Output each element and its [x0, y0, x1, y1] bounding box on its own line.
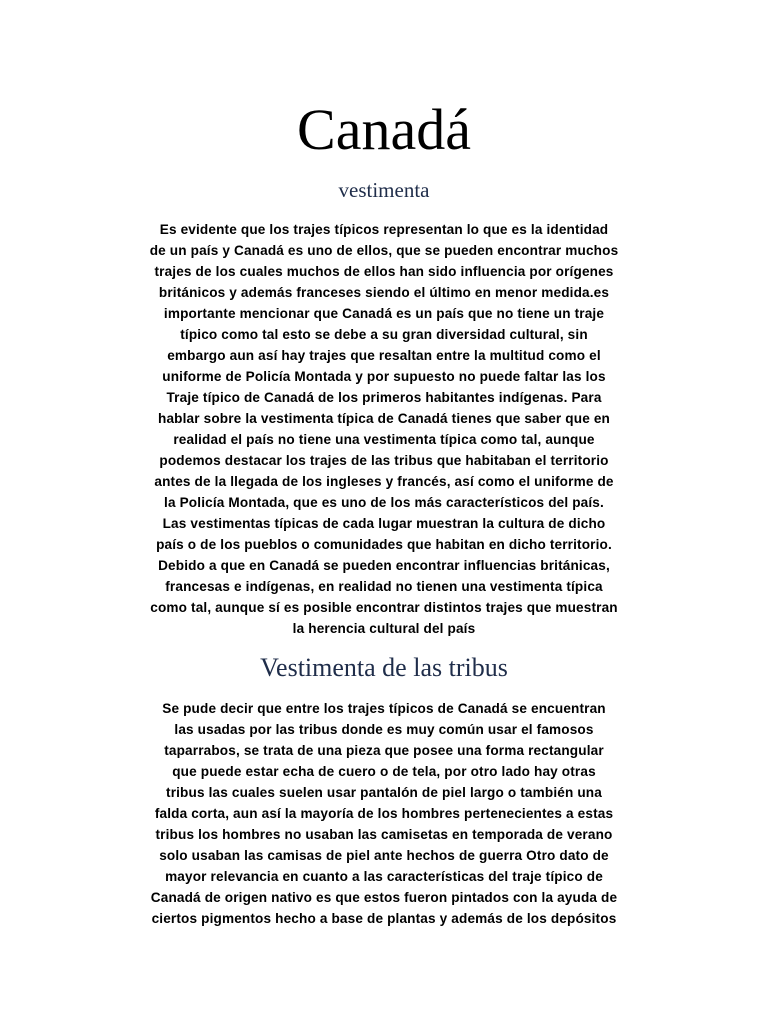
paragraph-line: uniforme de Policía Montada y por supuesto no puede faltar las los	[162, 369, 606, 384]
paragraph-line: típico como tal esto se debe a su gran diversidad cultural, sin	[180, 327, 588, 342]
paragraph-line: como tal, aunque sí es posible encontrar distintos trajes que muestran	[150, 600, 618, 615]
paragraph-line: país o de los pueblos o comunidades que habitan en dicho territorio.	[156, 537, 612, 552]
paragraph-line: realidad el país no tiene una vestimenta típica como tal, aunque	[173, 432, 595, 447]
paragraph-line: hablar sobre la vestimenta típica de Canadá tienes que saber que en	[158, 411, 610, 426]
paragraph-line: trajes de los cuales muchos de ellos han sido influencia por orígenes	[154, 264, 614, 279]
paragraph-line: falda corta, aun así la mayoría de los hombres pertenecientes a estas	[154, 806, 614, 821]
paragraph-line: solo usaban las camisas de piel ante hechos de guerra Otro dato de	[159, 848, 609, 863]
paragraph-line: embargo aun así hay trajes que resaltan entre la multitud como el	[167, 348, 601, 363]
paragraph-line: la herencia cultural del país	[292, 621, 476, 636]
paragraph-tribus	[96, 698, 672, 929]
paragraph-line: tribus las cuales suelen usar pantalón de piel largo o también una	[166, 785, 602, 800]
paragraph-line: la Policía Montada, que es uno de los más característicos del país.	[164, 495, 604, 510]
paragraph-vestimenta	[96, 219, 672, 639]
paragraph-line: Debido a que en Canadá se pueden encontrar influencias británicas,	[158, 558, 610, 573]
paragraph-line: Las vestimentas típicas de cada lugar muestran la cultura de dicho	[162, 516, 606, 531]
section-heading-vestimenta: vestimenta	[338, 178, 430, 202]
paragraph-line: taparrabos, se trata de una pieza que posee una forma rectangular	[164, 743, 604, 758]
paragraph-line: Canadá de origen nativo es que estos fueron pintados con la ayuda de	[150, 890, 618, 905]
paragraph-line: las usadas por las tribus donde es muy común usar el famosos	[174, 722, 594, 737]
paragraph-line: Traje típico de Canadá de los primeros habitantes indígenas. Para	[166, 390, 602, 405]
paragraph-line: tribus los hombres no usaban las camisetas en temporada de verano	[155, 827, 613, 842]
paragraph-line: importante mencionar que Canadá es un país que no tiene un traje	[163, 306, 605, 321]
paragraph-line: Es evidente que los trajes típicos representan lo que es la identidad	[159, 222, 609, 237]
page-title: Canadá	[297, 97, 471, 162]
paragraph-line: antes de la llegada de los ingleses y francés, así como el uniforme de	[154, 474, 614, 489]
paragraph-line: de un país y Canadá es uno de ellos, que se pueden encontrar muchos	[149, 243, 619, 258]
paragraph-line: ciertos pigmentos hecho a base de plantas y además de los depósitos	[151, 911, 617, 926]
paragraph-line: podemos destacar los trajes de las tribus que habitaban el territorio	[159, 453, 609, 468]
section-heading-tribus: Vestimenta de las tribus	[260, 653, 508, 682]
paragraph-line: francesas e indígenas, en realidad no tienen una vestimenta típica	[165, 579, 603, 594]
paragraph-line: británicos y además franceses siendo el último en menor medida.es	[158, 285, 610, 300]
paragraph-line: mayor relevancia en cuanto a las características del traje típico de	[165, 869, 603, 884]
paragraph-line: Se pude decir que entre los trajes típicos de Canadá se encuentran	[162, 701, 606, 716]
paragraph-line: que puede estar echa de cuero o de tela, por otro lado hay otras	[172, 764, 596, 779]
